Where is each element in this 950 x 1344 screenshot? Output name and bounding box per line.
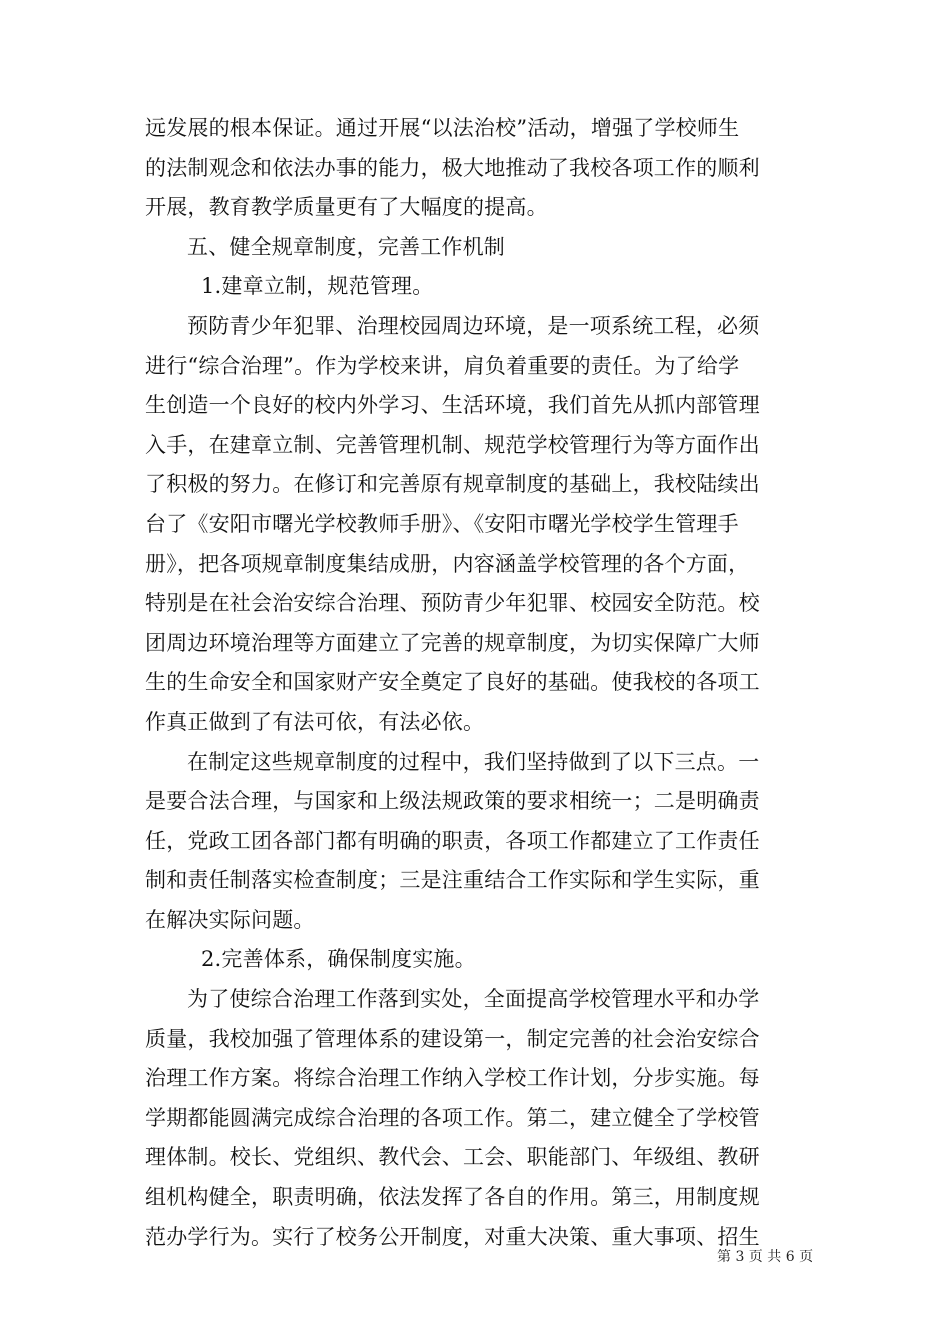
text-line: 生的生命安全和国家财产安全奠定了良好的基础。使我校的各项工	[145, 670, 760, 695]
text-line: 学期都能圆满完成综合治理的各项工作。第二，建立健全了学校管	[145, 1105, 760, 1130]
text-line: 质量，我校加强了管理体系的建设第一，制定完善的社会治安综合	[145, 1026, 760, 1051]
text-line: 五、健全规章制度，完善工作机制	[187, 234, 505, 259]
text-line: 预防青少年犯罪、治理校园周边环境，是一项系统工程，必须	[187, 313, 760, 338]
document-body	[145, 109, 810, 1257]
text-line: 作真正做到了有法可依，有法必依。	[145, 709, 485, 734]
text-line: 入手，在建章立制、完善管理机制、规范学校管理行为等方面作出	[145, 432, 760, 457]
text-line: 远发展的根本保证。通过开展“以法治校”活动，增强了学校师生	[145, 116, 740, 140]
text-line: 生创造一个良好的校内外学习、生活环境，我们首先从抓内部管理	[145, 393, 760, 418]
text-line: 进行“综合治理”。作为学校来讲，肩负着重要的责任。为了给学	[145, 353, 740, 378]
text-line: 特别是在社会治安综合治理、预防青少年犯罪、校园安全防范。校	[145, 591, 760, 616]
text-line: 理体制。校长、党组织、教代会、工会、职能部门、年级组、教研	[145, 1145, 760, 1170]
text-line: 治理工作方案。将综合治理工作纳入学校工作计划，分步实施。每	[145, 1066, 760, 1091]
text-line: 1.建章立制，规范管理。	[201, 274, 434, 299]
text-line: 范办学行为。实行了校务公开制度，对重大决策、重大事项、招生	[145, 1224, 760, 1249]
text-line: 团周边环境治理等方面建立了完善的规章制度，为切实保障广大师	[145, 630, 760, 655]
text-line: 在制定这些规章制度的过程中，我们坚持做到了以下三点。一	[187, 749, 760, 774]
text-line: 制和责任制落实检查制度；三是注重结合工作实际和学生实际，重	[145, 868, 760, 893]
text-line: 开展，教育教学质量更有了大幅度的提高。	[145, 195, 548, 220]
text-line: 了积极的努力。在修订和完善原有规章制度的基础上，我校陆续出	[145, 472, 760, 497]
text-line: 的法制观念和依法办事的能力，极大地推动了我校各项工作的顺利	[145, 155, 760, 180]
text-line: 任，党政工团各部门都有明确的职责，各项工作都建立了工作责任	[145, 828, 760, 853]
text-line: 台了《安阳市曙光学校教师手册》、《安阳市曙光学校学生管理手	[145, 511, 739, 536]
text-line: 2.完善体系，确保制度实施。	[201, 947, 476, 972]
text-line: 在解决实际问题。	[145, 907, 315, 932]
text-line: 组机构健全，职责明确，依法发挥了各自的作用。第三，用制度规	[145, 1185, 760, 1210]
text-line: 是要合法合理，与国家和上级法规政策的要求相统一；二是明确责	[145, 789, 760, 814]
text-line: 册》，把各项规章制度集结成册，内容涵盖学校管理的各个方面，	[145, 551, 750, 576]
text-line: 为了使综合治理工作落到实处，全面提高学校管理水平和办学	[187, 987, 760, 1012]
page-number: 第 3 页 共 6 页	[717, 1249, 814, 1265]
